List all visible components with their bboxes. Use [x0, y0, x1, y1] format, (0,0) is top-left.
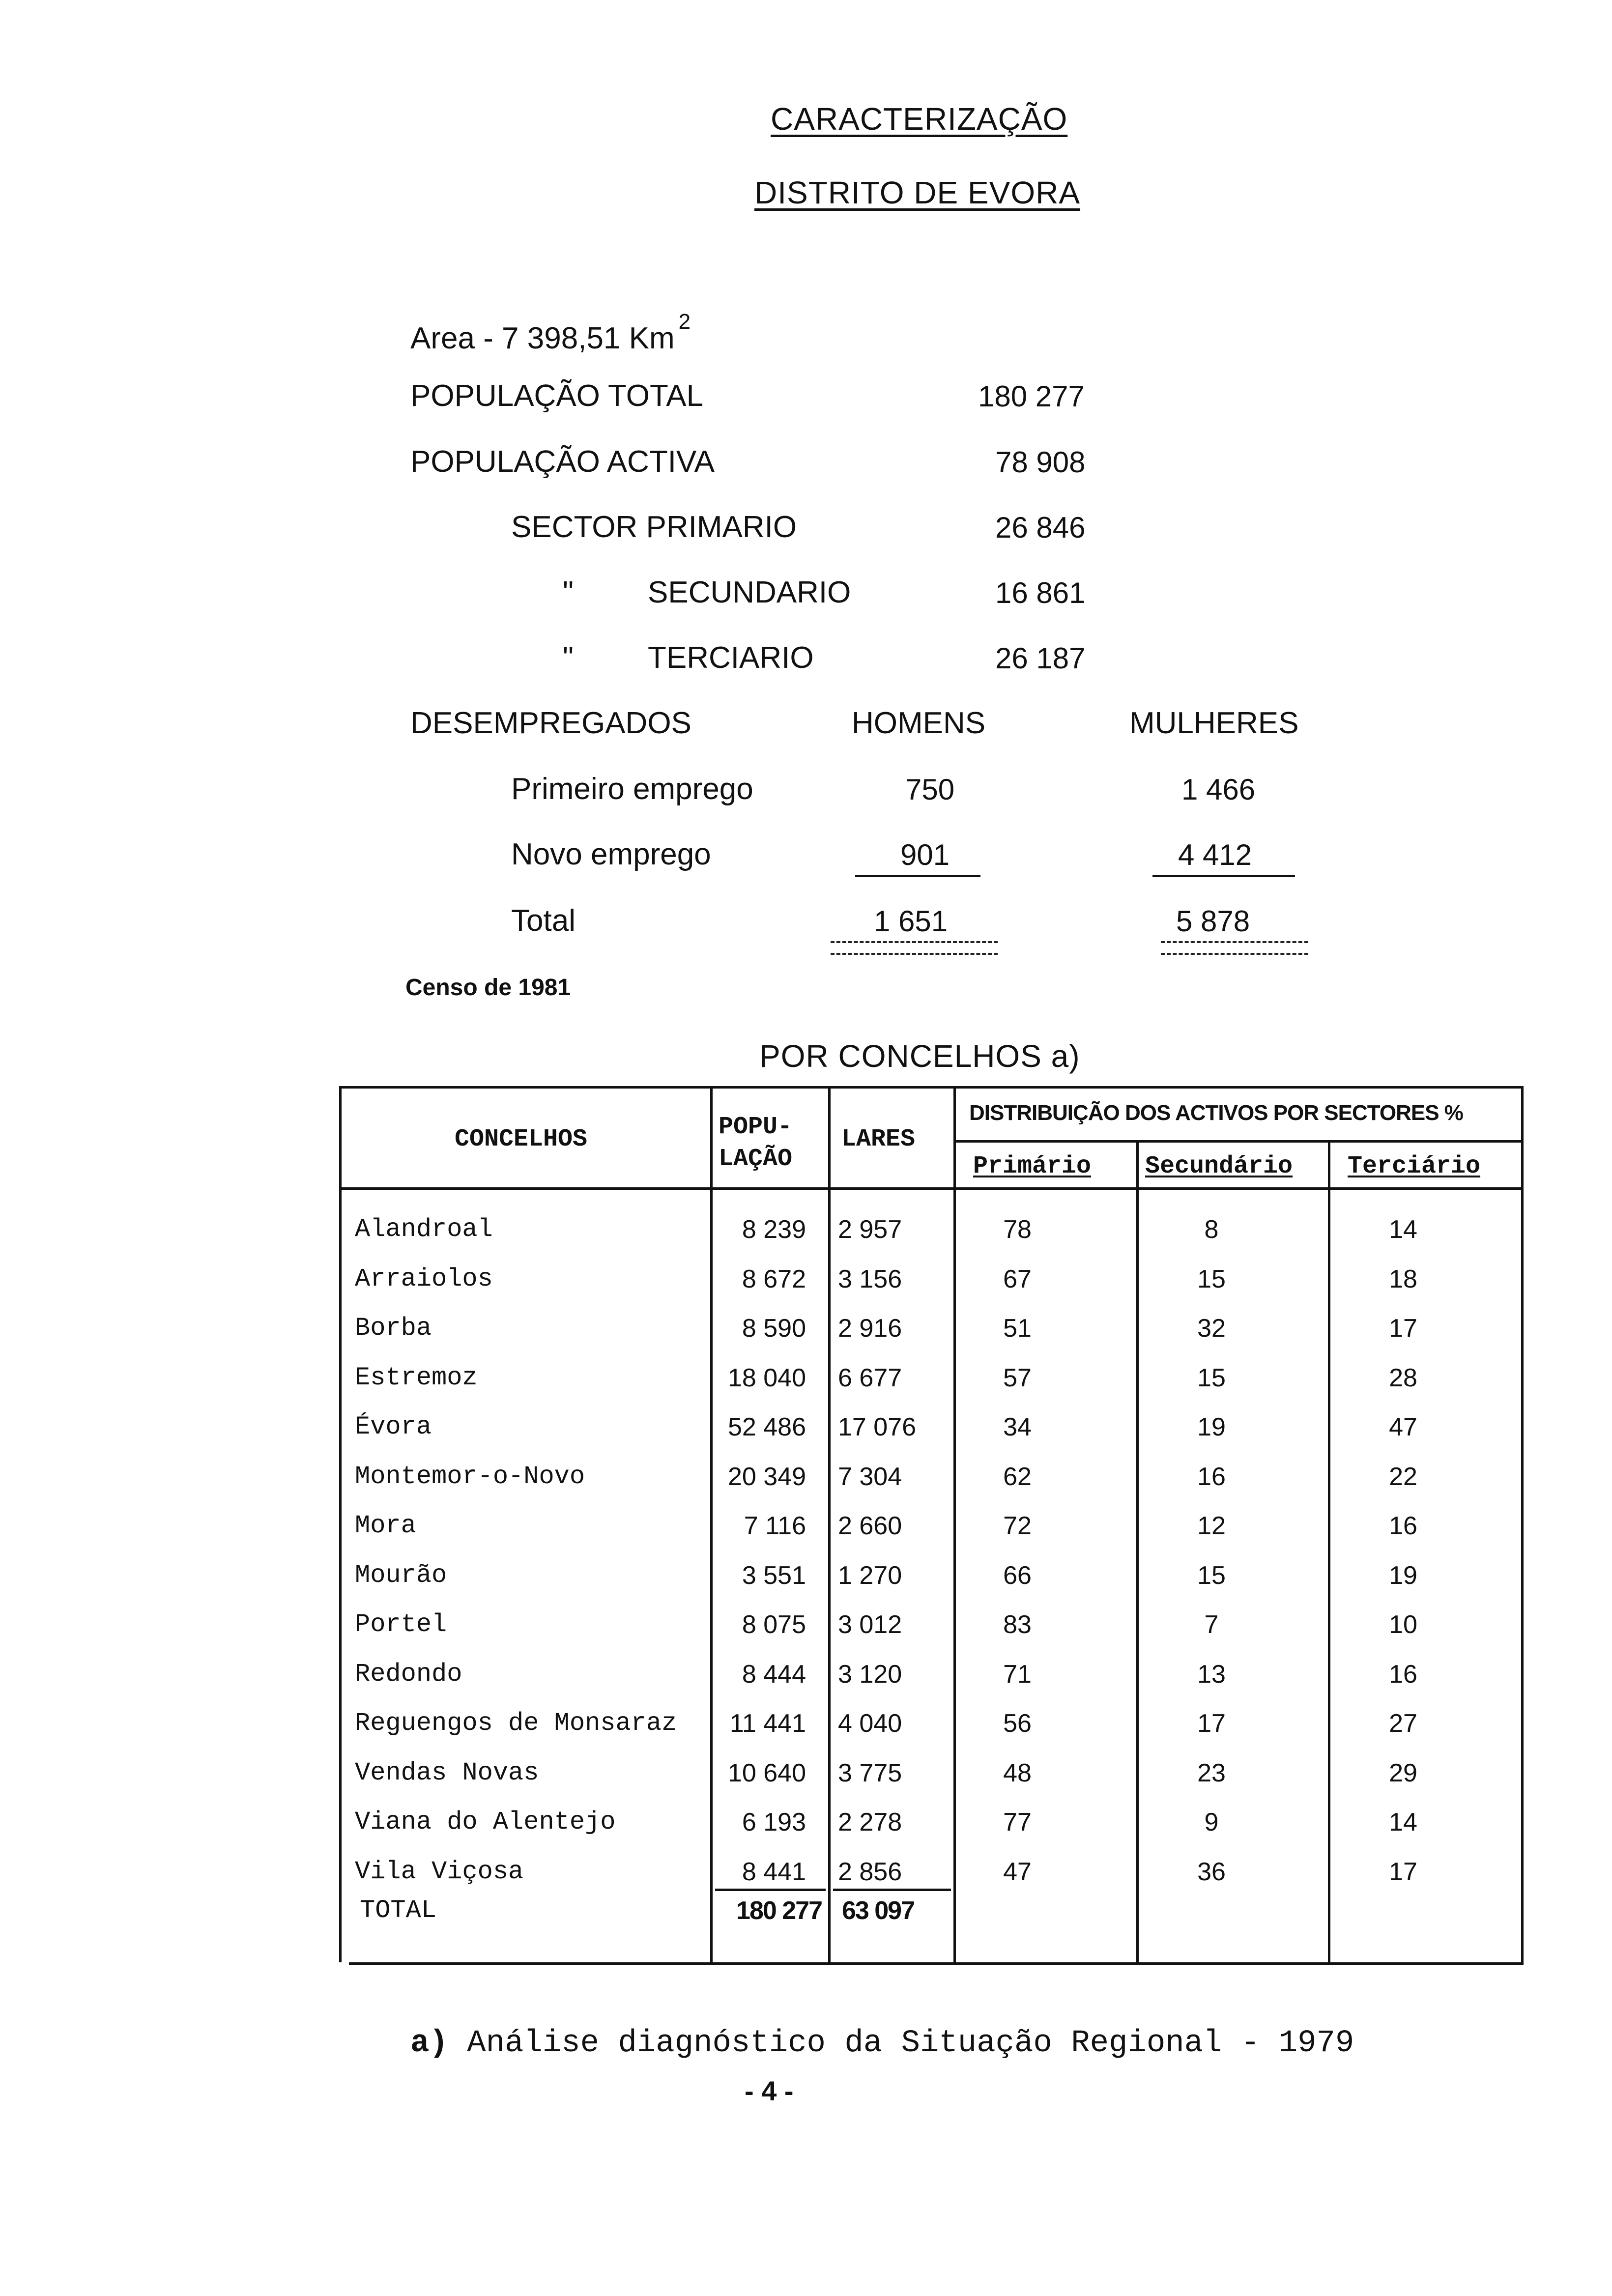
row-population: 20 349 [727, 1463, 806, 1491]
row-lares: 4 040 [838, 1709, 902, 1738]
header-primario: Primário [973, 1152, 1092, 1180]
row-terciario: 17 [1389, 1314, 1417, 1343]
row-lares: 3 120 [838, 1660, 902, 1689]
lares-subtotal-rule [833, 1889, 951, 1891]
row-terciario: 47 [1389, 1413, 1417, 1441]
row-secundario: 32 [1197, 1314, 1226, 1343]
distrib-sub-rule [953, 1140, 1524, 1143]
row-population: 11 441 [729, 1709, 806, 1738]
col-divider-secundario [1136, 1140, 1139, 1965]
row-concelho: Vila Viçosa [355, 1857, 524, 1886]
row-primario: 56 [1003, 1709, 1032, 1738]
row-population: 8 239 [742, 1215, 806, 1244]
area-superscript: 2 [678, 310, 691, 334]
total-double-rule-women [1161, 941, 1308, 955]
row-terciario: 27 [1389, 1709, 1417, 1738]
row-population: 8 672 [742, 1265, 806, 1293]
area-label [410, 310, 691, 356]
row-lares: 6 677 [838, 1364, 902, 1392]
header-lares: LARES [841, 1125, 916, 1153]
row-population: 8 441 [742, 1858, 806, 1886]
page-number: - 4 - [745, 2075, 794, 2106]
sector-primary-value: 26 846 [995, 511, 1086, 544]
section-title: POR CONCELHOS a) [759, 1038, 1080, 1074]
row-lares: 17 076 [838, 1413, 917, 1441]
row-lares: 2 957 [838, 1215, 902, 1244]
total-row-pop: 180 277 [736, 1896, 822, 1925]
concelhos-table [339, 1086, 1524, 1965]
row-terciario: 29 [1389, 1759, 1417, 1787]
row-lares: 2 278 [838, 1808, 902, 1837]
col-men-header: HOMENS [852, 706, 986, 740]
row-concelho: Évora [355, 1412, 432, 1441]
row-terciario: 14 [1389, 1808, 1417, 1837]
row-population: 10 640 [727, 1759, 806, 1787]
row-lares: 2 660 [838, 1512, 902, 1540]
row-secundario: 15 [1197, 1364, 1226, 1392]
header-concelhos: CONCELHOS [455, 1125, 588, 1153]
row-population: 8 444 [742, 1660, 806, 1689]
new-job-label: Novo emprego [511, 837, 711, 871]
subtotal-rule-women [1152, 875, 1295, 877]
subtotal-rule-men [855, 875, 980, 877]
row-primario: 66 [1003, 1561, 1032, 1590]
unemployed-label: DESEMPREGADOS [410, 706, 691, 740]
row-primario: 48 [1003, 1759, 1032, 1787]
row-concelho: Borba [355, 1314, 432, 1343]
row-secundario: 23 [1197, 1759, 1226, 1787]
col-divider-terciario [1328, 1140, 1330, 1965]
row-secundario: 36 [1197, 1858, 1226, 1886]
row-secundario: 16 [1197, 1463, 1226, 1491]
total-row-label: TOTAL [360, 1896, 437, 1925]
row-lares: 2 856 [838, 1858, 902, 1886]
row-primario: 77 [1003, 1808, 1032, 1837]
ditto-mark: " [563, 575, 574, 609]
page-title: CARACTERIZAÇÃO [771, 101, 1068, 137]
row-population: 7 116 [744, 1512, 806, 1540]
sector-primary-label: SECTOR PRIMARIO [511, 510, 797, 544]
row-primario: 51 [1003, 1314, 1032, 1343]
footnote [410, 2026, 1354, 2061]
population-active-label: POPULAÇÃO ACTIVA [410, 445, 715, 479]
area-text: Area - 7 398,51 Km [410, 321, 675, 355]
total-double-rule-men [831, 941, 998, 955]
row-primario: 72 [1003, 1512, 1032, 1540]
pop-subtotal-rule [715, 1889, 826, 1891]
page-subtitle: DISTRITO DE EVORA [754, 175, 1081, 210]
total-label: Total [511, 904, 576, 938]
row-concelho: Arraiolos [355, 1264, 493, 1293]
total-row-lares: 63 097 [841, 1896, 914, 1925]
population-total-label: POPULAÇÃO TOTAL [410, 379, 704, 413]
census-note: Censo de 1981 [405, 975, 571, 1001]
row-secundario: 19 [1197, 1413, 1226, 1441]
row-concelho: Viana do Alentejo [355, 1808, 616, 1837]
row-concelho: Mourão [355, 1561, 447, 1590]
table-bottom-border [349, 1962, 1524, 1965]
row-population: 3 551 [742, 1561, 806, 1590]
row-lares: 3 156 [838, 1265, 902, 1293]
total-men: 1 651 [874, 905, 948, 938]
row-concelho: Vendas Novas [355, 1758, 539, 1787]
row-population: 18 040 [727, 1364, 806, 1392]
row-primario: 71 [1003, 1660, 1032, 1689]
row-lares: 2 916 [838, 1314, 902, 1343]
row-primario: 57 [1003, 1364, 1032, 1392]
row-lares: 7 304 [838, 1463, 902, 1491]
col-women-header: MULHERES [1129, 706, 1299, 740]
header-bottom-rule [339, 1187, 1524, 1190]
row-population: 6 193 [742, 1808, 806, 1837]
row-secundario: 15 [1197, 1561, 1226, 1590]
row-concelho: Mora [355, 1511, 416, 1540]
first-job-women: 1 466 [1181, 773, 1256, 806]
row-concelho: Portel [355, 1610, 447, 1639]
row-terciario: 28 [1389, 1364, 1417, 1392]
row-primario: 62 [1003, 1463, 1032, 1491]
table-top-border [339, 1086, 1524, 1089]
row-population: 8 590 [742, 1314, 806, 1343]
row-primario: 67 [1003, 1265, 1032, 1293]
row-concelho: Estremoz [355, 1363, 478, 1392]
row-secundario: 7 [1204, 1610, 1219, 1639]
row-secundario: 15 [1197, 1265, 1226, 1293]
col-divider-lares [828, 1086, 831, 1965]
new-job-women: 4 412 [1178, 838, 1252, 871]
row-primario: 34 [1003, 1413, 1032, 1441]
row-terciario: 22 [1389, 1463, 1417, 1491]
row-concelho: Redondo [355, 1660, 462, 1689]
row-concelho: Reguengos de Monsaraz [355, 1709, 677, 1738]
total-women: 5 878 [1176, 905, 1250, 938]
row-terciario: 16 [1389, 1660, 1417, 1689]
table-right-border [1521, 1086, 1524, 1965]
row-secundario: 8 [1204, 1215, 1219, 1244]
ditto-mark: " [563, 641, 574, 675]
header-terciario: Terciário [1348, 1152, 1481, 1180]
header-distribution: DISTRIBUIÇÃO DOS ACTIVOS POR SECTORES % [969, 1101, 1463, 1125]
row-lares: 1 270 [838, 1561, 902, 1590]
row-secundario: 13 [1197, 1660, 1226, 1689]
population-active-value: 78 908 [995, 446, 1086, 479]
row-concelho: Alandroal [355, 1215, 493, 1244]
row-lares: 3 775 [838, 1759, 902, 1787]
sector-secondary-value: 16 861 [995, 576, 1086, 609]
row-population: 52 486 [727, 1413, 806, 1441]
row-primario: 83 [1003, 1610, 1032, 1639]
row-terciario: 17 [1389, 1858, 1417, 1886]
footnote-text: Análise diagnóstico da Situação Regional - 1979 [467, 2026, 1354, 2061]
row-primario: 78 [1003, 1215, 1032, 1244]
col-divider-primario [953, 1086, 956, 1965]
row-secundario: 17 [1197, 1709, 1226, 1738]
row-primario: 47 [1003, 1858, 1032, 1886]
population-total-value: 180 277 [978, 380, 1085, 413]
new-job-men: 901 [900, 838, 950, 871]
sector-secondary-label: SECUNDARIO [648, 575, 851, 609]
header-popu-line1: POPU- [719, 1113, 793, 1141]
header-secundario: Secundário [1145, 1152, 1293, 1180]
sector-tertiary-label: TERCIARIO [648, 641, 814, 675]
header-popu-line2: LAÇÃO [719, 1145, 793, 1173]
row-secundario: 9 [1204, 1808, 1219, 1837]
first-job-men: 750 [905, 773, 955, 806]
table-left-border [339, 1086, 342, 1962]
row-secundario: 12 [1197, 1512, 1226, 1540]
row-terciario: 16 [1389, 1512, 1417, 1540]
row-terciario: 18 [1389, 1265, 1417, 1293]
row-terciario: 10 [1389, 1610, 1417, 1639]
row-population: 8 075 [742, 1610, 806, 1639]
sector-tertiary-value: 26 187 [995, 642, 1086, 675]
row-lares: 3 012 [838, 1610, 902, 1639]
row-terciario: 19 [1389, 1561, 1417, 1590]
row-concelho: Montemor-o-Novo [355, 1462, 585, 1491]
first-job-label: Primeiro emprego [511, 772, 753, 806]
footnote-marker: a) [410, 2026, 448, 2061]
row-terciario: 14 [1389, 1215, 1417, 1244]
